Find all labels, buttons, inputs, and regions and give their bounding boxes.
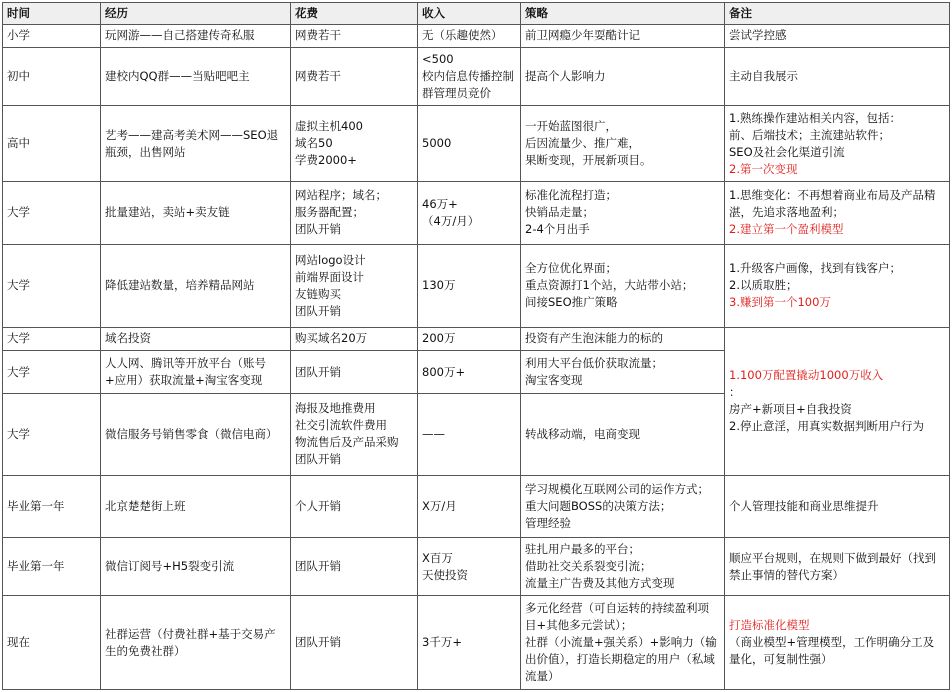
cell-income <box>418 25 521 48</box>
notes-line: 尝试学控感 <box>729 28 787 43</box>
cost-line: 网站logo设计 <box>295 252 366 267</box>
experience-line: 北京楚楚街上班 <box>105 498 186 513</box>
strategy-line: 借助社交关系裂变引流； <box>525 559 652 574</box>
income-line: 群管理员竞价 <box>422 86 491 101</box>
cell-time: 大学 <box>3 394 101 475</box>
income-line: —— <box>422 426 445 441</box>
table-row <box>3 244 950 327</box>
notes-line: 打造标准化模型 <box>729 618 810 633</box>
strategy-line: 转战移动端，电商变现 <box>525 426 640 441</box>
strategy-line: 学习规模化互联网公司的运作方式； <box>525 481 709 496</box>
notes-line: 1.升级客户画像，找到有钱客户； <box>729 261 901 276</box>
cell-strategy <box>521 106 725 182</box>
income-line: 5000 <box>422 136 452 151</box>
strategy-line: 快销品走量； <box>525 205 594 220</box>
strategy-line: 一开始蓝图很广， <box>525 119 617 134</box>
header-cost: 花费 <box>291 3 418 25</box>
header-time: 时间 <box>3 3 101 25</box>
table-row <box>3 538 950 596</box>
cell-cost <box>291 350 418 394</box>
cost-line: 友链购买 <box>295 286 341 301</box>
experience-line: 微信订阅号+H5裂变引流 <box>105 559 235 574</box>
cost-line: 个人开销 <box>295 498 341 513</box>
experience-line: 降低建站数量，培养精品网站 <box>105 278 255 293</box>
cell-time: 大学 <box>3 350 101 394</box>
cell-strategy <box>521 475 725 537</box>
income-line: （4万/月） <box>422 213 480 228</box>
header-row <box>3 3 950 25</box>
strategy-line: 投资有产生泡沫能力的标的 <box>525 331 663 346</box>
cell-income <box>418 327 521 350</box>
strategy-line: 全方位优化界面； <box>525 261 617 276</box>
cell-notes <box>725 538 950 596</box>
notes-line: 2.以质取胜； <box>729 278 798 293</box>
experience-line: 微信服务号销售零食（微信电商） <box>105 426 278 441</box>
notes-line: 顺应平台规则，在规则下做到最好（找到禁止事情的替代方案） <box>729 550 936 582</box>
experience-line: 人人网、腾讯等开放平台（账号+应用）获取流量+淘宝客变现 <box>105 356 266 388</box>
cell-cost <box>291 244 418 327</box>
cell-time: 初中 <box>3 47 101 105</box>
cell-experience <box>101 25 291 48</box>
cost-line: 网站程序；域名； <box>295 188 387 203</box>
cell-cost <box>291 182 418 244</box>
cell-notes <box>725 182 950 244</box>
cost-line: 网费若干 <box>295 69 341 84</box>
notes-line: 前、后端技术；主流建站软件； <box>729 127 890 142</box>
income-line: 800万+ <box>422 364 466 379</box>
cell-cost <box>291 475 418 537</box>
cell-experience <box>101 327 291 350</box>
income-line: 校内信息传播控制 <box>422 69 514 84</box>
strategy-line: 驻扎用户最多的平台； <box>525 542 640 557</box>
cell-cost <box>291 596 418 690</box>
income-line: <500 <box>422 52 454 67</box>
strategy-line: 重点资源打1个站，大站带小站； <box>525 278 694 293</box>
notes-line: 2.建立第一个盈利模型 <box>729 222 844 237</box>
header-income: 收入 <box>418 3 521 25</box>
income-line: 130万 <box>422 278 456 293</box>
cost-line: 购买域名20万 <box>295 331 368 346</box>
cell-notes <box>725 47 950 105</box>
cost-line: 团队开销 <box>295 635 341 650</box>
cell-strategy <box>521 350 725 394</box>
strategy-line: 标准化流程打造； <box>525 188 617 203</box>
cost-line: 团队开销 <box>295 303 341 318</box>
cell-cost <box>291 538 418 596</box>
cell-strategy <box>521 596 725 690</box>
cell-time: 大学 <box>3 182 101 244</box>
cell-strategy <box>521 394 725 475</box>
cell-time: 小学 <box>3 25 101 48</box>
strategy-line: 2-4个月出手 <box>525 222 590 237</box>
cell-income <box>418 394 521 475</box>
cell-income <box>418 475 521 537</box>
cell-experience <box>101 538 291 596</box>
cell-experience <box>101 47 291 105</box>
header-strategy: 策略 <box>521 3 725 25</box>
cell-income <box>418 182 521 244</box>
cell-experience <box>101 350 291 394</box>
notes-line: ： <box>729 385 741 400</box>
cell-time: 大学 <box>3 244 101 327</box>
strategy-line: 多元化经营（可自运转的持续盈利项目+其他多元尝试）； <box>525 601 709 633</box>
notes-line: 2.停止意淫，用真实数据判断用户行为 <box>729 419 924 434</box>
cell-time: 大学 <box>3 327 101 350</box>
cell-cost <box>291 106 418 182</box>
header-notes: 备注 <box>725 3 950 25</box>
table-row <box>3 47 950 105</box>
cell-notes <box>725 596 950 690</box>
cell-experience <box>101 244 291 327</box>
notes-line: 房产+新项目+自我投资 <box>729 402 852 417</box>
cell-notes <box>725 106 950 182</box>
strategy-line: 流量主广告费及其他方式变现 <box>525 576 675 591</box>
table-row <box>3 106 950 182</box>
table-row <box>3 327 950 350</box>
income-line: 3千万+ <box>422 635 462 650</box>
experience-line: 玩网游——自己搭建传奇私服 <box>105 28 255 43</box>
cell-income <box>418 47 521 105</box>
cell-experience <box>101 475 291 537</box>
cost-line: 学费2000+ <box>295 153 357 168</box>
cell-notes <box>725 25 950 48</box>
notes-line: 1.思维变化：不再想着商业布局及产品精湛，先追求落地盈利； <box>729 188 936 220</box>
cell-cost <box>291 394 418 475</box>
strategy-line: 利用大平台低价获取流量； <box>525 356 663 371</box>
experience-line: 艺考——建高考美术网——SEO退瓶颈，出售网站 <box>105 127 279 159</box>
cost-line: 物流售后及产品采购 <box>295 435 399 450</box>
notes-line: （商业模型+管理模型，工作明确分工及量化，可复制性强） <box>729 635 935 667</box>
table-row <box>3 25 950 48</box>
strategy-line: 提高个人影响力 <box>525 69 606 84</box>
header-experience: 经历 <box>101 3 291 25</box>
cost-line: 虚拟主机400 <box>295 119 363 134</box>
cell-strategy <box>521 244 725 327</box>
strategy-line: 重大问题BOSS的决策方法； <box>525 498 672 513</box>
table-row <box>3 596 950 690</box>
cell-cost <box>291 327 418 350</box>
strategy-line: 管理经验 <box>525 515 571 530</box>
income-line: 天使投资 <box>422 567 468 582</box>
notes-line: 主动自我展示 <box>729 69 798 84</box>
notes-line: 3.赚到第一个100万 <box>729 295 831 310</box>
cost-line: 前端界面设计 <box>295 269 364 284</box>
cell-experience <box>101 596 291 690</box>
cost-line: 团队开销 <box>295 559 341 574</box>
cell-time: 高中 <box>3 106 101 182</box>
income-line: 46万+ <box>422 196 458 211</box>
cell-strategy <box>521 182 725 244</box>
cost-line: 社交引流软件费用 <box>295 418 387 433</box>
cost-line: 海报及地推费用 <box>295 401 376 416</box>
cell-strategy <box>521 538 725 596</box>
experience-line: 建校内QQ群——当贴吧吧主 <box>105 69 250 84</box>
cell-time: 毕业第一年 <box>3 538 101 596</box>
cell-income <box>418 596 521 690</box>
cost-line: 团队开销 <box>295 222 341 237</box>
notes-line: 1.100万配置撬动1000万收入 <box>729 368 884 383</box>
strategy-line: 果断变现，开展新项目。 <box>525 153 652 168</box>
career-table <box>2 2 950 690</box>
strategy-line: 间接SEO推广策略 <box>525 295 618 310</box>
strategy-line: 淘宝客变现 <box>525 373 583 388</box>
strategy-line: 前卫网瘾少年耍酷计记 <box>525 28 640 43</box>
cost-line: 网费若干 <box>295 28 341 43</box>
cell-notes <box>725 244 950 327</box>
cell-time: 毕业第一年 <box>3 475 101 537</box>
strategy-line: 社群（小流量+强关系）+影响力（输出价值），打造长期稳定的用户（私域流量） <box>525 635 717 684</box>
table-row <box>3 475 950 537</box>
cell-income <box>418 244 521 327</box>
cost-line: 团队开销 <box>295 364 341 379</box>
cell-strategy <box>521 25 725 48</box>
cell-cost <box>291 47 418 105</box>
notes-line: SEO及社会化渠道引流 <box>729 144 845 159</box>
cell-notes <box>725 475 950 537</box>
cost-line: 域名50 <box>295 136 333 151</box>
cell-time: 现在 <box>3 596 101 690</box>
cost-line: 服务器配置； <box>295 205 364 220</box>
notes-line: 2.第一次变现 <box>729 161 798 176</box>
income-line: 无（乐趣使然） <box>422 28 503 43</box>
experience-line: 社群运营（付费社群+基于交易产生的免费社群） <box>105 626 276 658</box>
cell-income <box>418 350 521 394</box>
notes-line: 个人管理技能和商业思维提升 <box>729 498 879 513</box>
cell-income <box>418 538 521 596</box>
experience-line: 批量建站，卖站+卖友链 <box>105 205 230 220</box>
cell-notes-merged <box>725 327 950 475</box>
cell-cost <box>291 25 418 48</box>
cell-experience <box>101 182 291 244</box>
cell-income <box>418 106 521 182</box>
income-line: 200万 <box>422 331 456 346</box>
cell-strategy <box>521 47 725 105</box>
cell-experience <box>101 106 291 182</box>
cell-strategy <box>521 327 725 350</box>
strategy-line: 后因流量少、推广难， <box>525 136 640 151</box>
cost-line: 团队开销 <box>295 452 341 467</box>
cell-experience <box>101 394 291 475</box>
table-row <box>3 182 950 244</box>
income-line: X百万 <box>422 550 453 565</box>
income-line: X万/月 <box>422 498 457 513</box>
experience-line: 域名投资 <box>105 331 151 346</box>
notes-line: 1.熟练操作建站相关内容，包括： <box>729 110 901 125</box>
